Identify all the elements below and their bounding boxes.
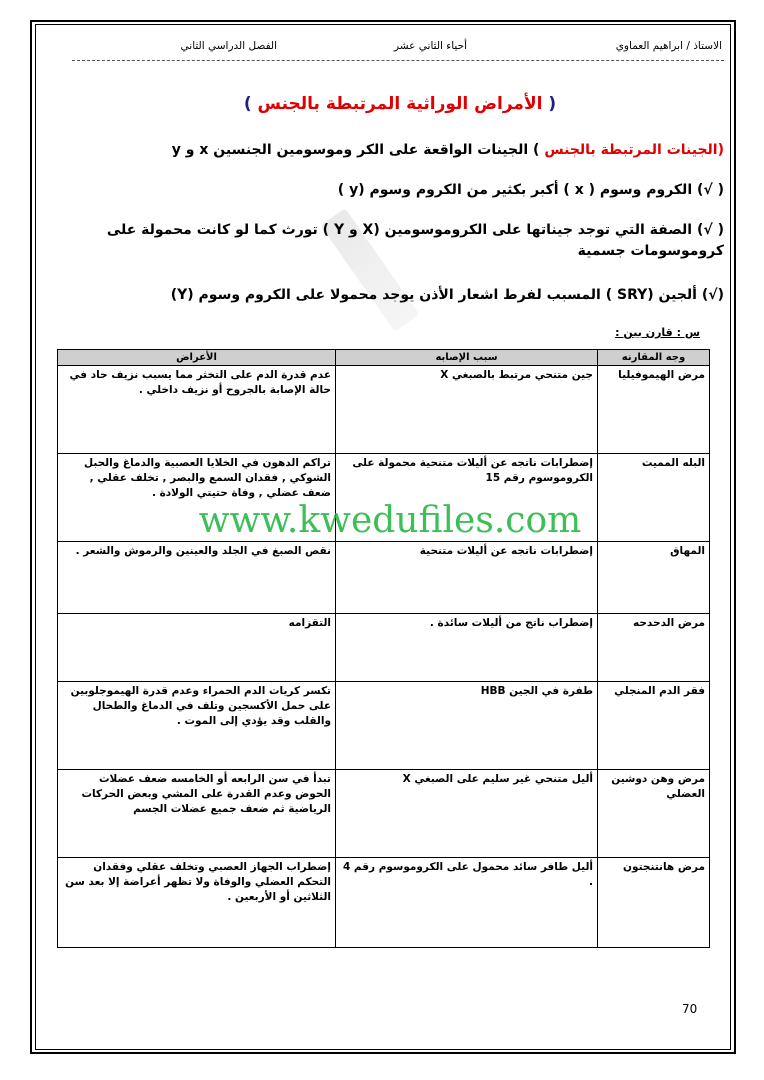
cell-cause: إضطرابات ناتجه عن أليلات متنحية: [336, 542, 598, 614]
statement-line-3: (√) ألجين (SRY ) المسبب لفرط اشعار الأذن يوجد محمولا على الكروم وسوم (Y): [170, 287, 724, 303]
cell-symptoms: تكسر كريات الدم الحمراء وعدم قدرة الهيموجلوبين على حمل الأكسجين وتلف في الدماغ والطحال والقلب وقد يؤدي إلى الموت .: [58, 682, 336, 770]
cell-symptoms: إضطراب الجهاز العصبي وتخلف عقلي وفقدان التحكم العضلي والوفاة ولا تظهر أعراضة إلا بعد سن الثلاثين أو الأربعين .: [58, 858, 336, 948]
teacher-name: الاستاذ / ابراهيم العماوي: [615, 40, 722, 52]
header-aspect: وجه المقارنه: [598, 350, 710, 366]
cell-aspect: مرض الهيموفيليا: [598, 366, 710, 454]
title-text: الأمراض الوراثية المرتبطة بالجنس: [257, 94, 543, 114]
table-row: [58, 858, 710, 948]
statement-line-1: ( √) الكروم وسوم ( x ) أكبر بكثير من الكروم وسوم (y ): [337, 182, 724, 198]
cell-cause: إضطرابات ناتجه عن أليلات متنحية محمولة على الكروموسوم رقم 15: [336, 454, 598, 542]
table-row: [58, 542, 710, 614]
title-close-paren: ): [243, 94, 252, 114]
cell-cause: جين متنحي مرتبط بالصبغي X: [336, 366, 598, 454]
page-title: [200, 94, 600, 114]
statement-line-2: ( √) الصفة التي توجد جيناتها على الكروموسومين (X و Y ) تورث كما لو كانت محمولة على كروموسومات جسمية: [106, 222, 724, 259]
header-cause: سبب الإصابه: [336, 350, 598, 366]
page-number: 70: [682, 1002, 698, 1016]
cell-aspect: البله المميت: [598, 454, 710, 542]
table-header-row: [58, 350, 710, 366]
cell-symptoms: نقص الصبغ في الجلد والعينين والرموش والشعر .: [58, 542, 336, 614]
cell-cause: أليل طافر سائد محمول على الكروموسوم رقم 4 .: [336, 858, 598, 948]
header-symptoms: الأعراض: [58, 350, 336, 366]
cell-aspect: مرض وهن دوشين العضلي: [598, 770, 710, 858]
definition-line: [72, 140, 724, 161]
site-watermark: www.kwedufiles.com: [198, 500, 582, 541]
definition-text: ) الجينات الواقعة على الكر وموسومين الجنسين x و y: [171, 142, 545, 158]
title-open-paren: (: [548, 94, 557, 114]
cell-aspect: فقر الدم المنجلي: [598, 682, 710, 770]
comparison-table: [57, 349, 710, 948]
table-row: [58, 770, 710, 858]
cell-cause: إضطراب ناتج من أليلات سائدة .: [336, 614, 598, 682]
cell-aspect: المهاق: [598, 542, 710, 614]
compare-question-label: س : قارن بين :: [615, 326, 700, 339]
cell-aspect: مرض الدحدحه: [598, 614, 710, 682]
page-header: [72, 40, 722, 56]
table-row: [58, 366, 710, 454]
table-row: [58, 614, 710, 682]
cell-symptoms: التقزامه: [58, 614, 336, 682]
cell-symptoms: عدم قدرة الدم على التخثر مما يسبب نزيف حاد في حالة الإصابة بالجروح أو نزيف داخلي .: [58, 366, 336, 454]
term-name: الفصل الدراسي الثاني: [180, 40, 277, 52]
header-divider: [72, 60, 724, 61]
cell-aspect: مرض هانتنجتون: [598, 858, 710, 948]
definition-term: (الجينات المرتبطة بالجنس: [544, 142, 724, 158]
cell-symptoms: تراكم الدهون في الخلايا العصبية والدماغ والحبل الشوكي , فقدان السمع والبصر , تخلف عقلي , ضعف عضلي , وفاة حتيتي الولادة .: [58, 454, 336, 542]
cell-cause: أليل متنحي غير سليم على الصبغي X: [336, 770, 598, 858]
cell-symptoms: تبدأ في سن الرابعه أو الخامسه ضعف عضلات الحوض وعدم القدرة على المشي وبعض الحركات الرياضية ثم ضعف جميع عضلات الجسم: [58, 770, 336, 858]
subject-name: أحياء الثاني عشر: [394, 40, 467, 52]
cell-cause: طفرة في الجين HBB: [336, 682, 598, 770]
table-row: [58, 682, 710, 770]
